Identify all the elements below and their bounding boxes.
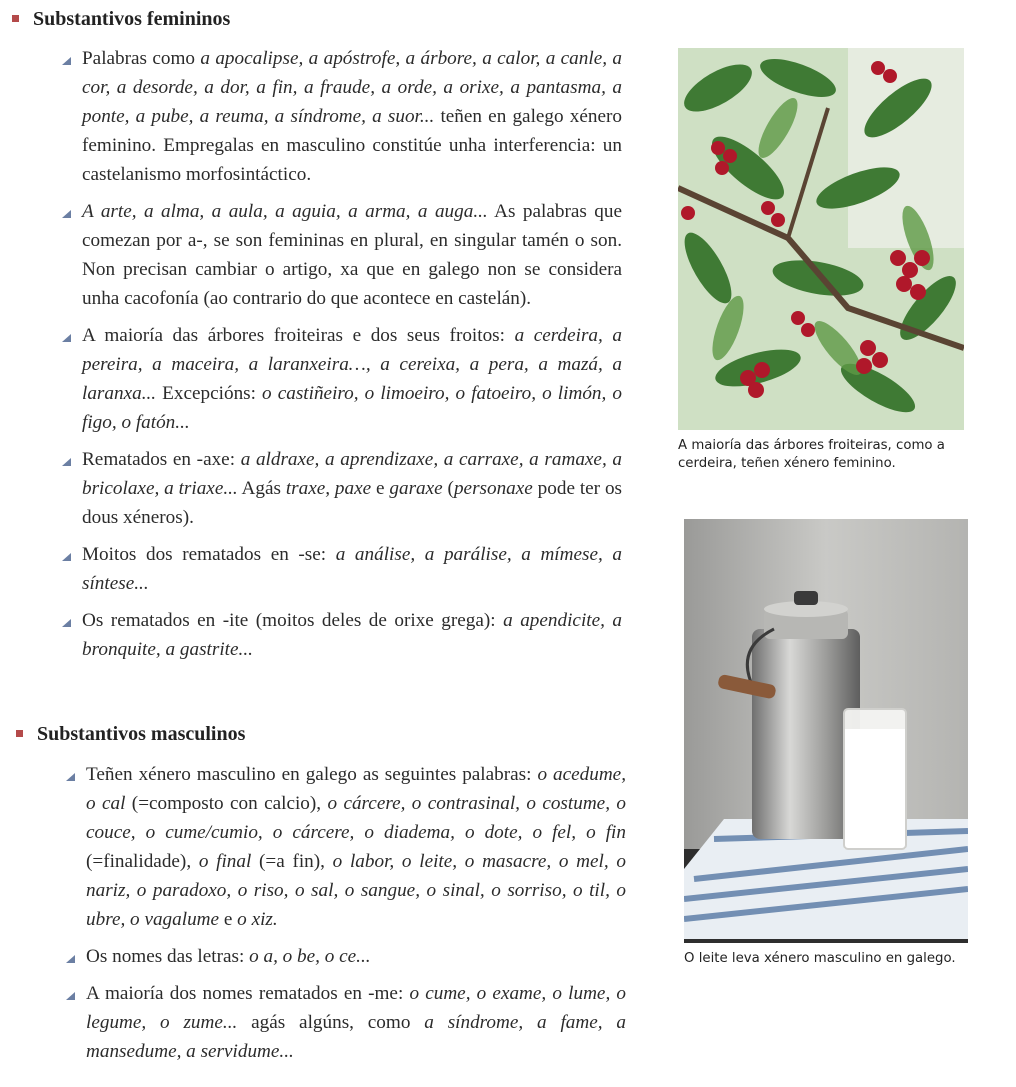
triangle-bullet-icon xyxy=(66,992,75,1000)
section-title-text: Substantivos femininos xyxy=(33,8,231,30)
milk-can-photo xyxy=(684,519,968,943)
section-title-feminine xyxy=(12,8,230,31)
list-item-text: Rematados en -axe: a aldraxe, a aprendizaxe, a carraxe, a ramaxe, a bricolaxe, a triaxe... Agás traxe, paxe e garaxe (personaxe pode ter os dous xéneros). xyxy=(82,449,622,528)
list-item xyxy=(66,942,626,971)
list-item xyxy=(62,197,622,313)
section-title-masculine xyxy=(16,723,245,746)
feminine-list xyxy=(62,44,622,672)
list-item xyxy=(62,540,622,598)
masculine-list xyxy=(66,760,626,1074)
section-bullet xyxy=(16,730,23,737)
list-item-text: Os rematados en -ite (moitos deles de orixe grega): a apendicite, a bronquite, a gastrite... xyxy=(82,610,622,660)
list-item xyxy=(62,44,622,189)
list-item xyxy=(66,760,626,934)
list-item-text: A maioría das árbores froiteiras e dos seus froitos: a cerdeira, a pereira, a maceira, a laranxeira…, a cereixa, a pera, a mazá, a laranxa... Excepcións: o castiñeiro, o limoeiro, o fatoeiro, o limón, o figo, o fatón... xyxy=(82,325,622,433)
list-item xyxy=(62,445,622,532)
list-item-text: Os nomes das letras: o a, o be, o ce... xyxy=(86,946,371,967)
triangle-bullet-icon xyxy=(66,955,75,963)
cherry-caption: A maioría das árbores froiteiras, como a cerdeira, teñen xénero feminino. xyxy=(678,438,945,471)
triangle-bullet-icon xyxy=(62,553,71,561)
list-item xyxy=(62,606,622,664)
triangle-bullet-icon xyxy=(62,619,71,627)
triangle-bullet-icon xyxy=(66,773,75,781)
section-bullet xyxy=(12,15,19,22)
list-item-text: Palabras como a apocalipse, a apóstrofe, a árbore, a calor, a canle, a cor, a desorde, a dor, a fin, a fraude, a orde, a orixe, a pantasma, a ponte, a pube, a reuma, a síndrome, a suor... teñen en galego xénero feminino. Empregalas en masculino constitúe unha interferencia: un castelanismo morfosintáctico. xyxy=(82,48,622,185)
section-title-text: Substantivos masculinos xyxy=(37,723,246,745)
triangle-bullet-icon xyxy=(62,210,71,218)
list-item-text: Moitos dos rematados en -se: a análise, a parálise, a mímese, a síntese... xyxy=(82,544,622,594)
milk-caption: O leite leva xénero masculino en galego. xyxy=(684,951,956,966)
list-item xyxy=(62,321,622,437)
triangle-bullet-icon xyxy=(62,57,71,65)
cherry-tree-photo xyxy=(678,48,964,430)
list-item-text: A arte, a alma, a aula, a aguia, a arma, a auga... As palabras que comezan por a-, se son femininas en plural, en singular tamén o son. Non precisan cambiar o artigo, xa que en galego non se considera unha cacofonía (ao contrario do que acontece en castelán). xyxy=(82,201,622,309)
list-item-text: Teñen xénero masculino en galego as seguintes palabras: o acedume, o cal (=composto con calcio), o cárcere, o contrasinal, o costume, o couce, o cume/cumio, o cárcere, o diadema, o dote, o fel, o fin (=finalidade), o final (=a fin), o labor, o leite, o masacre, o mel, o nariz, o paradoxo, o riso, o sal, o sangue, o sinal, o sorriso, o til, o ubre, o vagalume e o xiz. xyxy=(86,764,626,930)
triangle-bullet-icon xyxy=(62,334,71,342)
list-item xyxy=(66,979,626,1066)
list-item-text: A maioría dos nomes rematados en -me: o cume, o exame, o lume, o legume, o zume... agás algúns, como a síndrome, a fame, a mansedume, a servidume... xyxy=(86,983,627,1062)
triangle-bullet-icon xyxy=(62,458,71,466)
